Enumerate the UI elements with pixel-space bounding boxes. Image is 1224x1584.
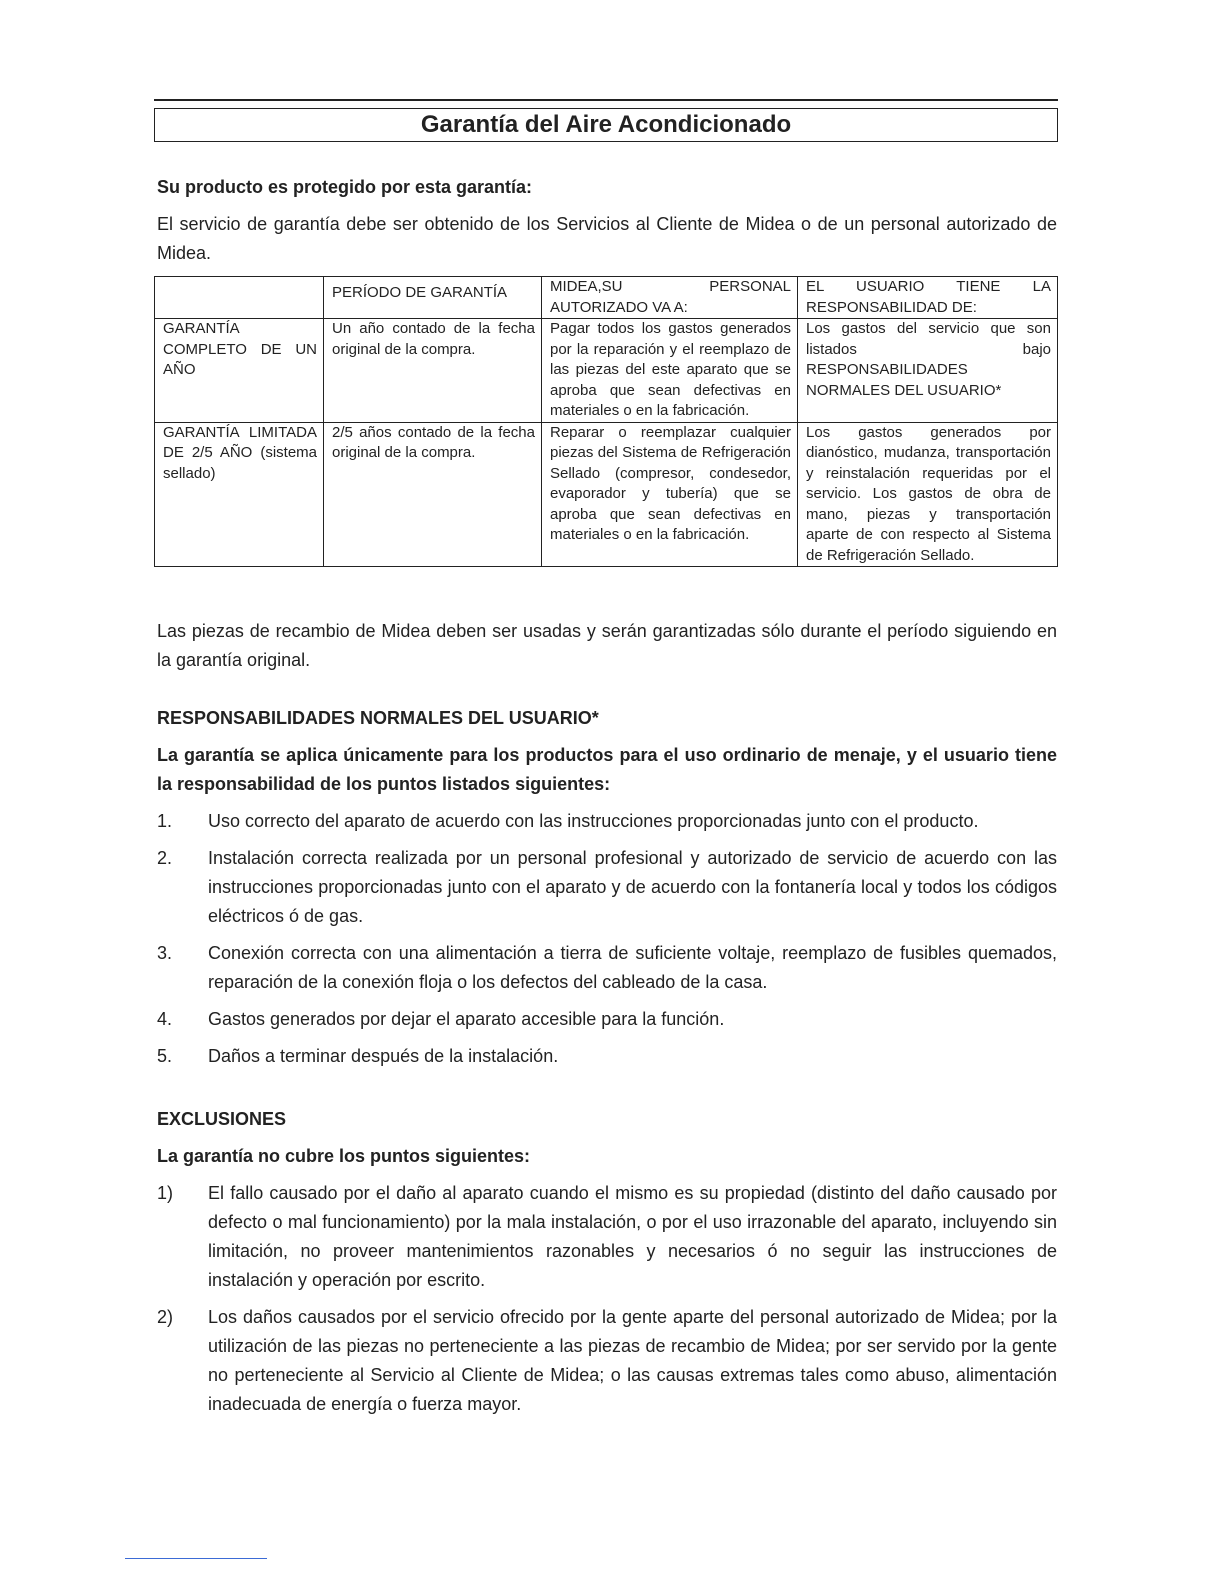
table-header-cell: EL USUARIO TIENE LA RESPONSABILIDAD DE: <box>798 277 1058 319</box>
list-item-text: Instalación correcta realizada por un personal profesional y autorizado de servicio de acuerdo con las instrucciones proporcionadas junto con el aparato y de acuerdo con la fontanería local y todos los códigos eléctricos ó de gas. <box>208 848 1057 926</box>
list-item <box>157 1005 1057 1034</box>
replacement-note: Las piezas de recambio de Midea deben ser usadas y serán garantizadas sólo durante el período siguiendo en la garantía original. <box>157 621 1057 670</box>
responsibilities-heading: RESPONSABILIDADES NORMALES DEL USUARIO* <box>157 708 599 728</box>
list-number: 1) <box>157 1183 174 1203</box>
table-row <box>155 422 1058 567</box>
list-item <box>157 1303 1057 1419</box>
warranty-type-cell: GARANTÍA LIMITADA DE 2/5 AÑO (sistema sellado) <box>155 422 324 567</box>
list-item-text: Los daños causados por el servicio ofrecido por la gente aparte del personal autorizado de Midea; por la utilización de las piezas no perteneciente a las piezas de recambio de Midea; por ser servido por la gente no perteneciente al Servicio al Cliente de Midea; o las causas extremas tales como abuso, alimentación inadecuada de energía o fuerza mayor. <box>208 1307 1057 1414</box>
list-number: 2) <box>157 1307 174 1327</box>
footer-rule <box>125 1558 267 1559</box>
intro-heading: Su producto es protegido por esta garantía: <box>157 177 533 197</box>
user-responsibility-cell: Los gastos del servicio que son listados bajo RESPONSABILIDADES NORMALES DEL USUARIO* <box>798 319 1058 423</box>
list-item-text: Gastos generados por dejar el aparato accesible para la función. <box>208 1009 725 1029</box>
warranty-table <box>154 276 1058 567</box>
list-item-text: El fallo causado por el daño al aparato cuando el mismo es su propiedad (distinto del daño causado por defecto o mal funcionamiento) por la mala instalación, o por el uso irrazonable del aparato, incluyendo sin limitación, no proveer mantenimientos razonables y necesarios ó no seguir las instrucciones de instalación y operación por escrito. <box>208 1183 1057 1290</box>
warranty-period-cell: 2/5 años contado de la fecha original de la compra. <box>324 422 542 567</box>
table-header-row <box>155 277 1058 319</box>
page-title: Garantía del Aire Acondicionado <box>154 108 1058 142</box>
exclusions-section <box>157 1105 1057 1427</box>
table-row <box>155 319 1058 423</box>
exclusions-lead: La garantía no cubre los puntos siguientes: <box>157 1146 531 1166</box>
list-item-text: Conexión correcta con una alimentación a tierra de suficiente voltaje, reemplazo de fusibles quemados, reparación de la conexión floja o los defectos del cableado de la casa. <box>208 943 1057 992</box>
intro-text: El servicio de garantía debe ser obtenido de los Servicios al Cliente de Midea o de un personal autorizado de Midea. <box>157 214 1057 263</box>
responsibilities-lead: La garantía se aplica únicamente para los productos para el uso ordinario de menaje, y el usuario tiene la responsabilidad de los puntos listados siguientes: <box>157 745 1057 794</box>
midea-obligation-cell: Reparar o reemplazar cualquier piezas del Sistema de Refrigeración Sellado (compresor, condesedor, evaporador y tubería) que se aproba que sean defectivas en materiales o en la fabricación. <box>542 422 798 567</box>
list-number: 1. <box>157 811 173 831</box>
list-item <box>157 844 1057 931</box>
list-number: 3. <box>157 943 173 963</box>
user-responsibility-cell: Los gastos generados por dianóstico, mudanza, transportación y reinstalación requeridas por el servicio. Los gastos de obra de mano, piezas y transportación aparte de con respecto al Sistema de Refrigeración Sellado. <box>798 422 1058 567</box>
list-item-text: Daños a terminar después de la instalación. <box>208 1046 559 1066</box>
list-number: 5. <box>157 1046 173 1066</box>
intro-section <box>157 173 1057 268</box>
exclusions-list <box>157 1179 1057 1419</box>
warranty-type-cell: GARANTÍA COMPLETO DE UN AÑO <box>155 319 324 423</box>
list-number: 2. <box>157 848 173 868</box>
list-item <box>157 1042 1057 1071</box>
responsibilities-section <box>157 704 1057 1079</box>
list-item <box>157 807 1057 836</box>
midea-obligation-cell: Pagar todos los gastos generados por la reparación y el reemplazo de las piezas del este aparato que se aproba que sean defectivas en materiales o en la fabricación. <box>542 319 798 423</box>
responsibilities-list <box>157 807 1057 1071</box>
table-header-cell: MIDEA,SU PERSONAL AUTORIZADO VA A: <box>542 277 798 319</box>
list-item <box>157 1179 1057 1295</box>
replacement-note-section <box>157 617 1057 675</box>
table-header-cell <box>155 277 324 319</box>
exclusions-heading: EXCLUSIONES <box>157 1109 287 1129</box>
list-item <box>157 939 1057 997</box>
list-number: 4. <box>157 1009 173 1029</box>
table-header-cell: PERÍODO DE GARANTÍA <box>324 277 542 319</box>
list-item-text: Uso correcto del aparato de acuerdo con las instrucciones proporcionadas junto con el producto. <box>208 811 979 831</box>
top-rule <box>154 99 1058 101</box>
warranty-period-cell: Un año contado de la fecha original de la compra. <box>324 319 542 423</box>
